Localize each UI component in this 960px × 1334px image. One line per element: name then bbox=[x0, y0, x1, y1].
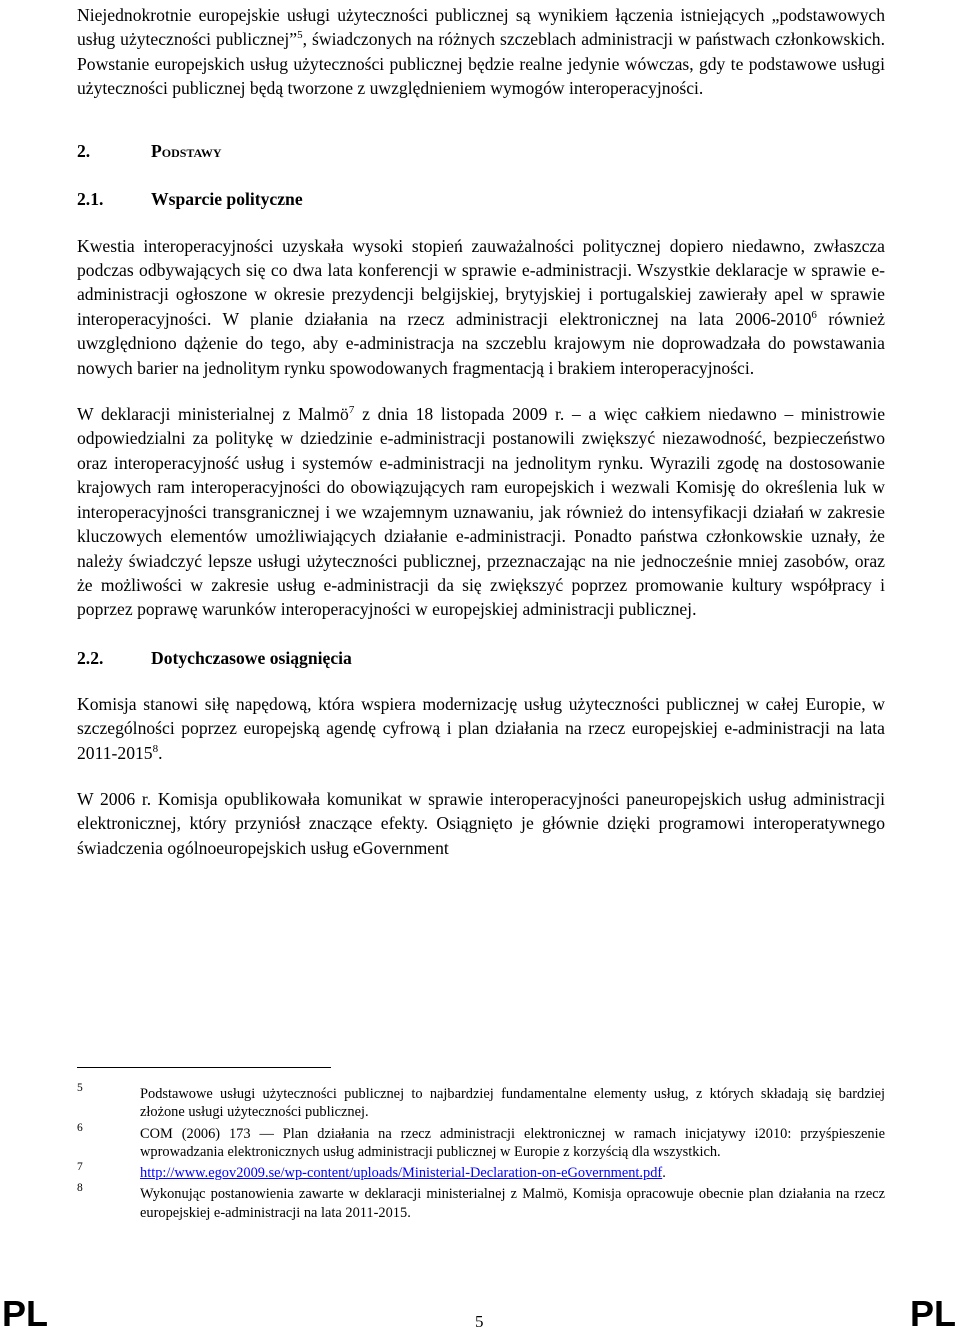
footnote-7 bbox=[77, 1161, 885, 1182]
footnote-ref-6[interactable]: 6 bbox=[811, 308, 817, 321]
footnote-ref-5[interactable]: 5 bbox=[297, 29, 303, 42]
paragraph-text: W 2006 r. Komisja opublikowała komunikat w sprawie interoperacyjności paneuropejskich usług administracji elektronicznej, który przyniósł znaczące efekty. Osiągnięto je głównie dzięki programowi interoperatywnego świadczenia ogólnoeuropejskich usług eGovernment bbox=[77, 788, 885, 858]
section-heading-2-2 bbox=[77, 646, 885, 670]
paragraph-intro bbox=[77, 3, 885, 101]
footnote-number: 7 bbox=[77, 1161, 83, 1174]
footnote-number: 5 bbox=[77, 1082, 83, 1094]
footnote-number: 8 bbox=[77, 1182, 83, 1195]
paragraph-text: również uwzględniono dążenie do tego, aby e-administracja na szczeblu krajowym nie doprowadzała do powstawania nowych barier na jednolitym rynku spowodowanych fragmentacją i brakiem interoperacyjności. bbox=[77, 308, 885, 378]
paragraph-2006 bbox=[77, 787, 885, 860]
paragraph-political-support bbox=[77, 234, 885, 380]
footnote-link[interactable]: http://www.egov2009.se/wp-content/uploads/Ministerial-Declaration-on-eGovernment.pdf bbox=[140, 1165, 663, 1182]
section-number: 2.1. bbox=[77, 188, 104, 209]
paragraph-text: Kwestia interoperacyjności uzyskała wysoki stopień zauważalności politycznej dopiero niedawno, zwłaszcza podczas odbywających się co dwa lata konferencji w sprawie e-administracji. Wszystkie deklaracje w sprawie e-administracji ogłoszone w okresie prezydencji belgijskiej, brytyjskiej i portugalskiej zawierały apel w sprawie interoperacyjności. W planie działania na rzecz administracji elektronicznej na lata 2006-2010 bbox=[77, 235, 885, 329]
footnote-5 bbox=[77, 1082, 885, 1122]
footnote-text: Podstawowe usługi użyteczności publicznej to najbardziej fundamentalne elementy usług, z których składają się bardziej złożone usługi użyteczności publicznej. bbox=[140, 1086, 885, 1121]
paragraph-text: Niejednokrotnie europejskie usługi użyteczności publicznej są wynikiem łączenia istniejących „podstawowych usług użyteczności publicznej” bbox=[77, 5, 885, 50]
section-title: Wsparcie polityczne bbox=[151, 188, 303, 209]
paragraph-text: , świadczonych na różnych szczeblach administracji w państwach członkowskich. Powstanie europejskich usług użyteczności publicznej będzie realne jedynie wówczas, gdy te podstawowe usługi użyteczności publicznej będą tworzone z uwzględnieniem wymogów interoperacyjności. bbox=[77, 29, 885, 99]
page-number: 5 bbox=[475, 1312, 484, 1331]
footnote-ref-7[interactable]: 7 bbox=[348, 404, 355, 417]
section-number: 2.2. bbox=[77, 647, 104, 668]
footnote-6 bbox=[77, 1121, 885, 1162]
language-code-left: PL bbox=[2, 1293, 49, 1334]
footnote-text: COM (2006) 173 — Plan działania na rzecz administracji elektronicznej w ramach inicjatywy i2010: przyśpieszenie wprowadzania elektronicznych usług administracji publicznej w Europie z korzyścią dla wszystkich. bbox=[140, 1125, 885, 1160]
paragraph-achievements bbox=[77, 692, 885, 765]
footnotes bbox=[77, 1067, 885, 1222]
section-heading-2-1 bbox=[77, 187, 885, 211]
section-number: 2. bbox=[77, 140, 91, 161]
section-title: Dotychczasowe osiągnięcia bbox=[151, 647, 352, 668]
language-code-right: PL bbox=[909, 1293, 956, 1334]
footnote-8 bbox=[77, 1182, 885, 1222]
paragraph-malmo bbox=[77, 402, 885, 622]
footnote-text: Wykonując postanowienia zawarte w deklaracji ministerialnej z Malmö, Komisja opracowuje obecnie plan działania na rzecz europejskiej e-administracji na lata 2011-2015. bbox=[140, 1186, 885, 1221]
paragraph-text: W deklaracji ministerialnej z Malmö bbox=[77, 404, 349, 425]
footnote-separator bbox=[77, 1067, 331, 1068]
section-heading-2 bbox=[77, 139, 885, 163]
footnote-text: . bbox=[662, 1165, 666, 1182]
document-body bbox=[77, 0, 885, 860]
page-footer bbox=[0, 1286, 960, 1334]
footnote-ref-8[interactable]: 8 bbox=[152, 742, 159, 755]
paragraph-text: z dnia 18 listopada 2009 r. – a więc całkiem niedawno – ministrowie odpowiedzialni za politykę w dziedzinie e-administracji postanowili zwiększyć niezawodność, bezpieczeństwo oraz interoperacyjność usług i systemów e-administracji na jednolitym rynku. Wyrazili zgodę na dostosowanie krajowych ram interoperacyjności do obowiązujących ram europejskich i wezwali Komisję do określenia luk w interoperacyjności transgranicznej i we wzajemnym uznawaniu, jak również do intensyfikacji działań w zakresie kluczowych elementów umożliwiających działanie e-administracji. Ponadto państwa członkowskie uznały, że należy świadczyć lepsze usługi użyteczności publicznej, przeznaczając na nie jednocześnie mniej zasobów, oraz że możliwości w zakresie usług e-administracji da się zwiększyć poprzez promowanie kultury współpracy i poprzez poprawę warunków interoperacyjności w europejskiej administracji publicznej. bbox=[77, 404, 886, 620]
paragraph-text: . bbox=[158, 742, 163, 763]
paragraph-text: Komisja stanowi siłę napędową, która wspiera modernizację usług użyteczności publicznej w całej Europie, w szczególności poprzez europejską agendę cyfrową i plan działania na rzecz europejskiej e-administracji na lata 2011-2015 bbox=[77, 693, 885, 763]
section-title: Podstawy bbox=[151, 140, 222, 161]
footnote-number: 6 bbox=[77, 1121, 83, 1134]
